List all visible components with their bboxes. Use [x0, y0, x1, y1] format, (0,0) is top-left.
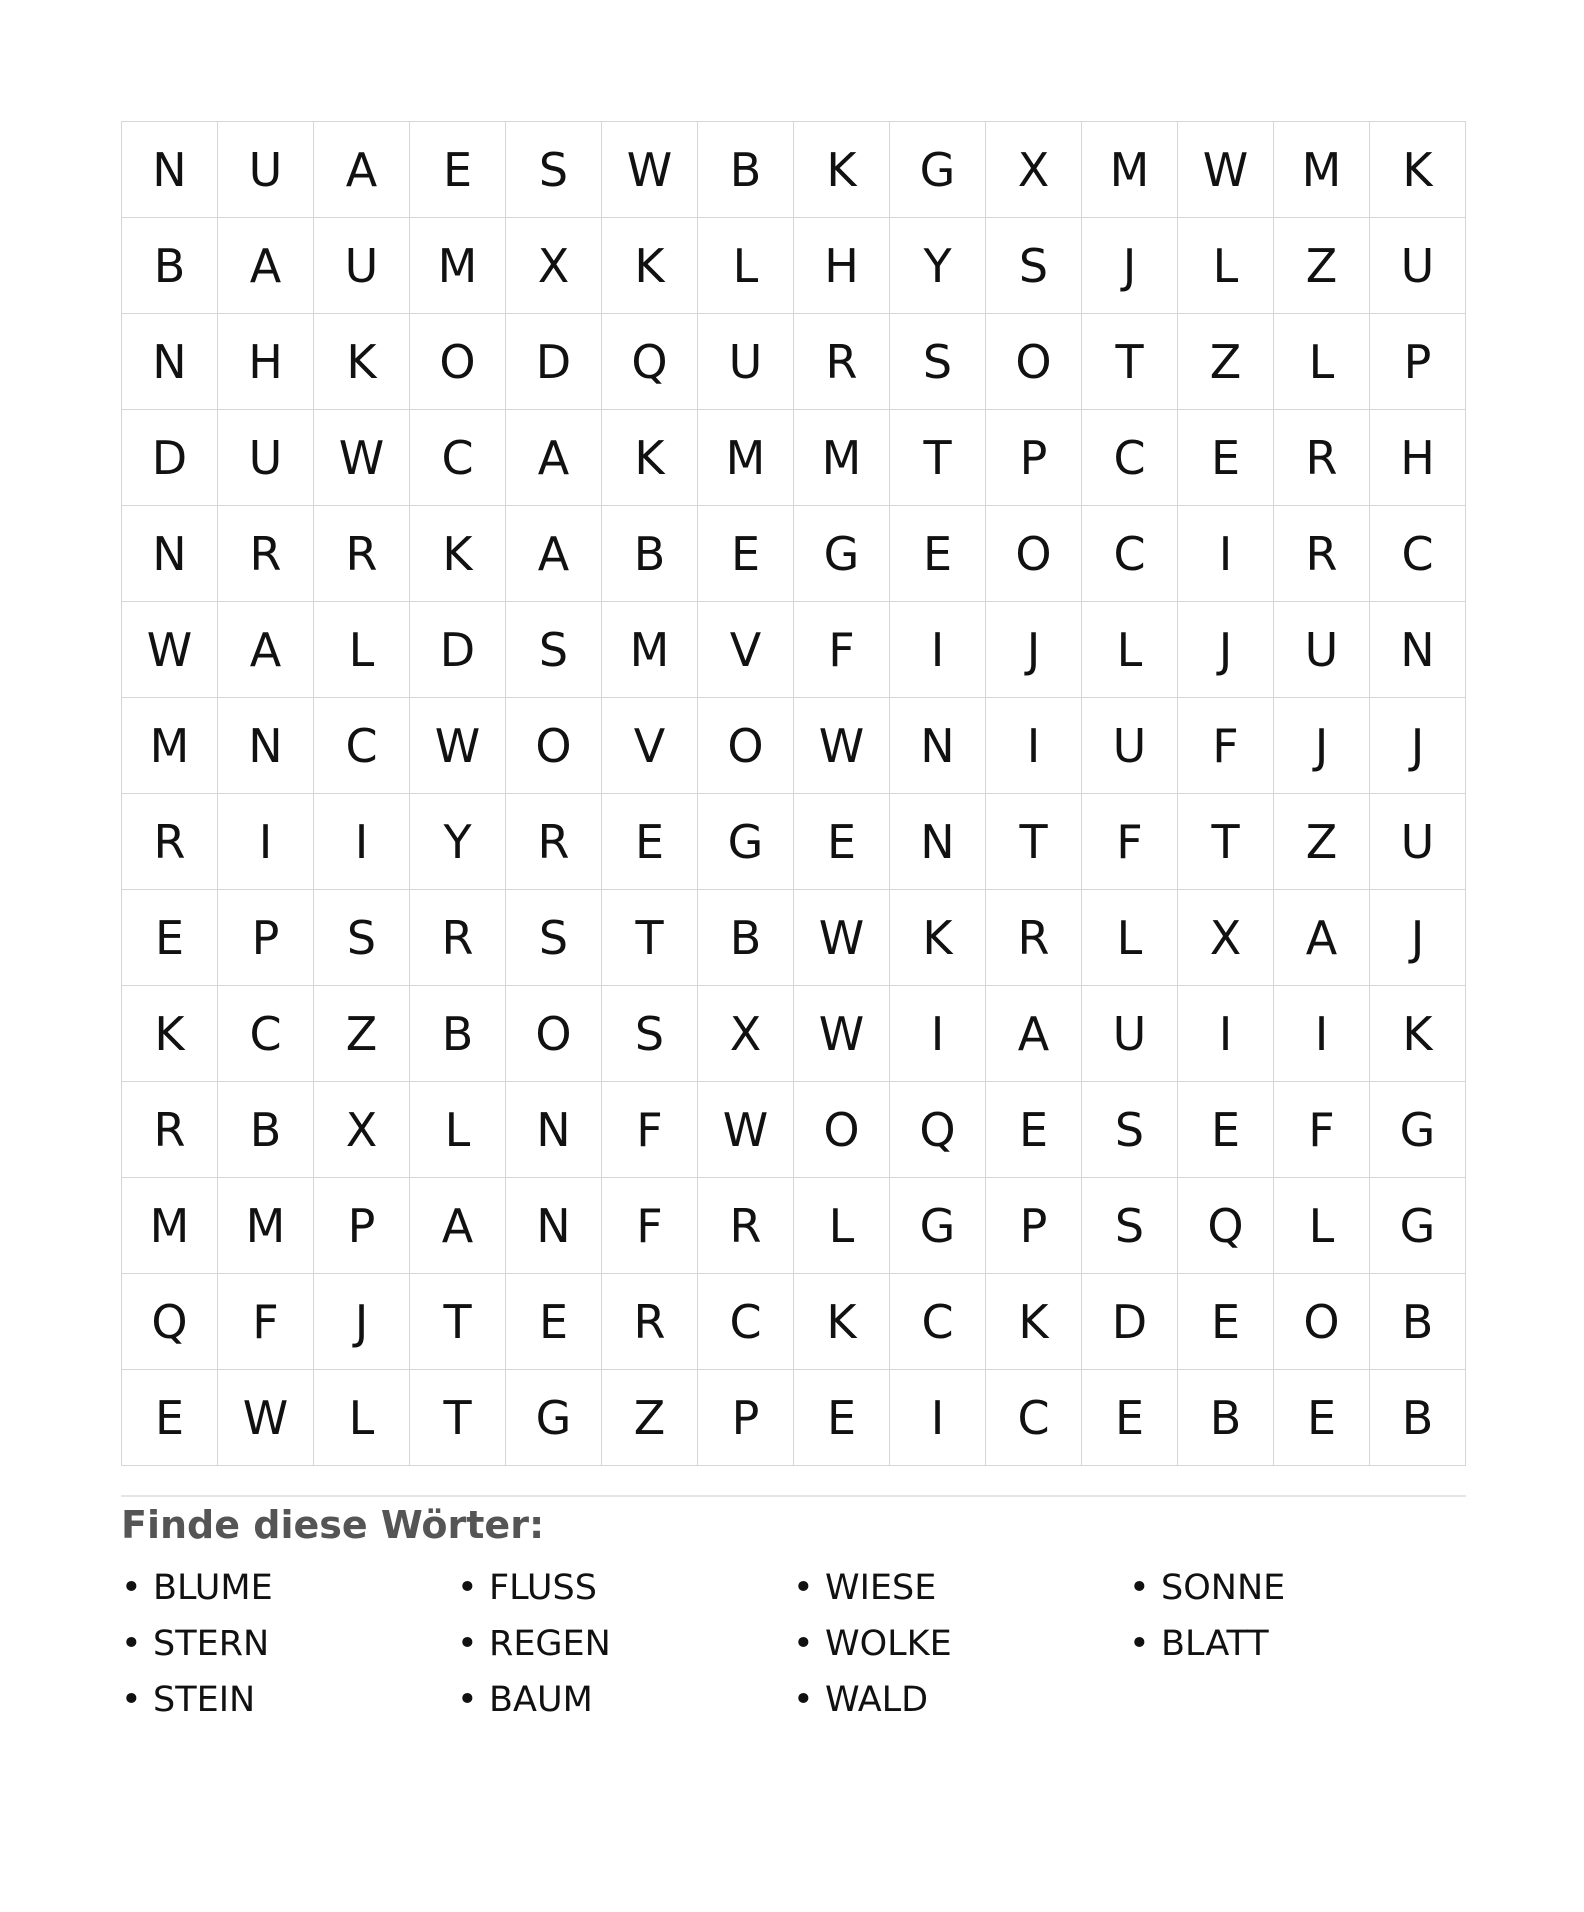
word-label: FLUSS	[489, 1568, 597, 1608]
grid-cell[interactable]: H	[1370, 410, 1466, 506]
grid-cell[interactable]: M	[1274, 122, 1370, 218]
grid-cell[interactable]: N	[890, 794, 986, 890]
divider	[121, 1495, 1466, 1497]
grid-cell[interactable]: A	[410, 1178, 506, 1274]
grid-cell[interactable]: G	[698, 794, 794, 890]
grid-cell[interactable]: U	[698, 314, 794, 410]
grid-cell[interactable]: P	[314, 1178, 410, 1274]
word-item	[793, 1560, 1129, 1616]
grid-cell[interactable]: V	[602, 698, 698, 794]
grid-cell[interactable]: R	[698, 1178, 794, 1274]
grid-cell[interactable]: F	[1082, 794, 1178, 890]
grid-cell[interactable]: F	[218, 1274, 314, 1370]
grid-cell[interactable]: W	[602, 122, 698, 218]
grid-cell[interactable]: I	[986, 698, 1082, 794]
grid-cell[interactable]: I	[218, 794, 314, 890]
grid-cell[interactable]: G	[890, 1178, 986, 1274]
grid-cell[interactable]: B	[122, 218, 218, 314]
grid-cell[interactable]: I	[314, 794, 410, 890]
grid-cell[interactable]: W	[794, 890, 890, 986]
grid-cell[interactable]: R	[218, 506, 314, 602]
grid-cell[interactable]: B	[1370, 1274, 1466, 1370]
grid-cell[interactable]: P	[698, 1370, 794, 1466]
grid-cell[interactable]: W	[314, 410, 410, 506]
grid-cell[interactable]: T	[602, 890, 698, 986]
grid-cell[interactable]: E	[410, 122, 506, 218]
grid-cell[interactable]: F	[1178, 698, 1274, 794]
grid-cell[interactable]: W	[1178, 122, 1274, 218]
grid-cell[interactable]: O	[986, 506, 1082, 602]
grid-cell[interactable]: P	[218, 890, 314, 986]
grid-cell[interactable]: O	[506, 698, 602, 794]
grid-cell[interactable]: L	[698, 218, 794, 314]
grid-cell[interactable]: W	[698, 1082, 794, 1178]
grid-cell[interactable]: K	[890, 890, 986, 986]
grid-cell[interactable]: B	[218, 1082, 314, 1178]
grid-cell[interactable]: L	[1082, 890, 1178, 986]
grid-cell[interactable]: M	[698, 410, 794, 506]
grid-cell[interactable]: K	[314, 314, 410, 410]
grid-cell[interactable]: J	[1178, 602, 1274, 698]
grid-cell[interactable]: N	[506, 1082, 602, 1178]
grid-cell[interactable]: E	[1274, 1370, 1370, 1466]
bullet-icon: •	[1129, 1624, 1150, 1664]
bullet-icon: •	[793, 1568, 814, 1608]
grid-cell[interactable]: I	[1274, 986, 1370, 1082]
grid-cell[interactable]: R	[122, 1082, 218, 1178]
grid-cell[interactable]: O	[794, 1082, 890, 1178]
bullet-icon: •	[457, 1680, 478, 1720]
grid-cell[interactable]: E	[698, 506, 794, 602]
word-item	[1129, 1616, 1465, 1672]
grid-cell[interactable]: W	[794, 986, 890, 1082]
bullet-icon: •	[457, 1624, 478, 1664]
grid-cell[interactable]: I	[1178, 986, 1274, 1082]
grid-cell[interactable]: A	[1274, 890, 1370, 986]
grid-cell[interactable]: J	[1370, 698, 1466, 794]
grid-cell[interactable]: A	[506, 410, 602, 506]
grid-cell[interactable]: N	[218, 698, 314, 794]
grid-cell[interactable]: N	[122, 314, 218, 410]
word-label: BLUME	[153, 1568, 273, 1608]
word-item	[793, 1616, 1129, 1672]
grid-cell[interactable]: R	[602, 1274, 698, 1370]
grid-cell[interactable]: F	[602, 1082, 698, 1178]
grid-cell[interactable]: F	[794, 602, 890, 698]
grid-cell[interactable]: Q	[602, 314, 698, 410]
grid-cell[interactable]: I	[890, 1370, 986, 1466]
grid-cell[interactable]: E	[1178, 410, 1274, 506]
grid-cell[interactable]: G	[1370, 1082, 1466, 1178]
grid-cell[interactable]: K	[1370, 122, 1466, 218]
grid-cell[interactable]: P	[986, 1178, 1082, 1274]
grid-cell[interactable]: I	[1178, 506, 1274, 602]
grid-cell[interactable]: S	[506, 602, 602, 698]
grid-cell[interactable]: C	[1082, 410, 1178, 506]
grid-cell[interactable]: W	[794, 698, 890, 794]
grid-cell[interactable]: U	[1082, 986, 1178, 1082]
grid-cell[interactable]: U	[1274, 602, 1370, 698]
grid-cell[interactable]: R	[1274, 410, 1370, 506]
grid-cell[interactable]: B	[410, 986, 506, 1082]
bullet-icon: •	[793, 1680, 814, 1720]
word-label: SONNE	[1161, 1568, 1286, 1608]
grid-cell[interactable]: K	[794, 1274, 890, 1370]
grid-cell[interactable]: Z	[1178, 314, 1274, 410]
word-label: WIESE	[825, 1568, 937, 1608]
grid-cell[interactable]: L	[410, 1082, 506, 1178]
word-item	[121, 1616, 457, 1672]
grid-cell[interactable]: A	[986, 986, 1082, 1082]
word-item	[121, 1560, 457, 1616]
grid-cell[interactable]: T	[1082, 314, 1178, 410]
grid-cell[interactable]: F	[1274, 1082, 1370, 1178]
word-list-heading: Finde diese Wörter:	[121, 1503, 545, 1547]
grid-cell[interactable]: E	[1178, 1274, 1274, 1370]
grid-cell[interactable]: R	[794, 314, 890, 410]
grid-cell[interactable]: S	[506, 890, 602, 986]
grid-cell[interactable]: M	[602, 602, 698, 698]
grid-cell[interactable]: C	[218, 986, 314, 1082]
grid-cell[interactable]: M	[218, 1178, 314, 1274]
grid-cell[interactable]: U	[218, 122, 314, 218]
grid-cell[interactable]: S	[1082, 1082, 1178, 1178]
grid-cell[interactable]: S	[890, 314, 986, 410]
letter-grid	[121, 121, 1466, 1466]
grid-cell[interactable]: S	[602, 986, 698, 1082]
grid-cell[interactable]: J	[1370, 890, 1466, 986]
grid-cell[interactable]: X	[698, 986, 794, 1082]
grid-cell[interactable]: R	[122, 794, 218, 890]
grid-cell[interactable]: B	[698, 890, 794, 986]
grid-cell[interactable]: N	[890, 698, 986, 794]
bullet-icon: •	[121, 1680, 142, 1720]
grid-cell[interactable]: M	[122, 698, 218, 794]
word-label: WALD	[825, 1680, 929, 1720]
grid-cell[interactable]: G	[1370, 1178, 1466, 1274]
grid-cell[interactable]: Y	[410, 794, 506, 890]
grid-cell[interactable]: W	[218, 1370, 314, 1466]
grid-cell[interactable]: U	[314, 218, 410, 314]
grid-cell[interactable]: Q	[890, 1082, 986, 1178]
grid-cell[interactable]: A	[506, 506, 602, 602]
grid-cell[interactable]: M	[122, 1178, 218, 1274]
word-label: BLATT	[1161, 1624, 1269, 1664]
grid-cell[interactable]: E	[122, 890, 218, 986]
grid-cell[interactable]: L	[794, 1178, 890, 1274]
grid-cell[interactable]: T	[410, 1370, 506, 1466]
grid-cell[interactable]: K	[794, 122, 890, 218]
grid-cell[interactable]: C	[410, 410, 506, 506]
grid-cell[interactable]: L	[314, 1370, 410, 1466]
grid-cell[interactable]: P	[1370, 314, 1466, 410]
grid-cell[interactable]: A	[314, 122, 410, 218]
word-item	[457, 1560, 793, 1616]
grid-cell[interactable]: U	[1082, 698, 1178, 794]
grid-cell[interactable]: O	[1274, 1274, 1370, 1370]
grid-cell[interactable]: T	[1178, 794, 1274, 890]
grid-cell[interactable]: U	[218, 410, 314, 506]
grid-cell[interactable]: R	[506, 794, 602, 890]
grid-cell[interactable]: Q	[1178, 1178, 1274, 1274]
grid-cell[interactable]: K	[602, 410, 698, 506]
grid-cell[interactable]: D	[1082, 1274, 1178, 1370]
grid-cell[interactable]: Z	[1274, 218, 1370, 314]
grid-cell[interactable]: M	[794, 410, 890, 506]
grid-cell[interactable]: H	[794, 218, 890, 314]
grid-cell[interactable]: C	[698, 1274, 794, 1370]
grid-cell[interactable]: R	[1274, 506, 1370, 602]
grid-cell[interactable]: Q	[122, 1274, 218, 1370]
bullet-icon: •	[121, 1624, 142, 1664]
grid-cell[interactable]: X	[986, 122, 1082, 218]
grid-cell[interactable]: I	[890, 602, 986, 698]
grid-cell[interactable]: A	[218, 602, 314, 698]
grid-cell[interactable]: V	[698, 602, 794, 698]
grid-cell[interactable]: C	[1082, 506, 1178, 602]
grid-cell[interactable]: J	[986, 602, 1082, 698]
grid-cell[interactable]: N	[122, 506, 218, 602]
bullet-icon: •	[1129, 1568, 1150, 1608]
bullet-icon: •	[457, 1568, 478, 1608]
grid-cell[interactable]: X	[506, 218, 602, 314]
grid-cell[interactable]: C	[890, 1274, 986, 1370]
word-item	[457, 1672, 793, 1728]
grid-cell[interactable]: S	[314, 890, 410, 986]
grid-cell[interactable]: C	[314, 698, 410, 794]
grid-cell[interactable]: Z	[602, 1370, 698, 1466]
grid-cell[interactable]: E	[122, 1370, 218, 1466]
grid-cell[interactable]: L	[1178, 218, 1274, 314]
grid-cell[interactable]: U	[1370, 794, 1466, 890]
grid-cell[interactable]: T	[986, 794, 1082, 890]
grid-cell[interactable]: D	[506, 314, 602, 410]
grid-cell[interactable]: F	[602, 1178, 698, 1274]
grid-cell[interactable]: E	[986, 1082, 1082, 1178]
word-label: STEIN	[153, 1680, 256, 1720]
grid-cell[interactable]: O	[410, 314, 506, 410]
grid-cell[interactable]: B	[1178, 1370, 1274, 1466]
grid-cell[interactable]: Y	[890, 218, 986, 314]
grid-cell[interactable]: K	[122, 986, 218, 1082]
grid-cell[interactable]: K	[602, 218, 698, 314]
word-item	[1129, 1560, 1465, 1616]
grid-cell[interactable]: R	[986, 890, 1082, 986]
grid-cell[interactable]: E	[1178, 1082, 1274, 1178]
grid-cell[interactable]: C	[1370, 506, 1466, 602]
grid-cell[interactable]: N	[1370, 602, 1466, 698]
word-item	[121, 1672, 457, 1728]
grid-cell[interactable]: N	[506, 1178, 602, 1274]
grid-cell[interactable]: B	[1370, 1370, 1466, 1466]
grid-cell[interactable]: J	[1274, 698, 1370, 794]
grid-cell[interactable]: K	[1370, 986, 1466, 1082]
bullet-icon: •	[793, 1624, 814, 1664]
grid-cell[interactable]: E	[890, 506, 986, 602]
grid-cell[interactable]: L	[314, 602, 410, 698]
grid-cell[interactable]: R	[410, 890, 506, 986]
grid-cell[interactable]: T	[890, 410, 986, 506]
grid-cell[interactable]: U	[1370, 218, 1466, 314]
grid-cell[interactable]: P	[986, 410, 1082, 506]
grid-cell[interactable]: O	[986, 314, 1082, 410]
grid-cell[interactable]: L	[1082, 602, 1178, 698]
word-label: STERN	[153, 1624, 270, 1664]
grid-cell[interactable]: D	[410, 602, 506, 698]
grid-cell[interactable]: K	[410, 506, 506, 602]
grid-cell[interactable]: M	[1082, 122, 1178, 218]
grid-cell[interactable]: A	[218, 218, 314, 314]
grid-cell[interactable]: J	[314, 1274, 410, 1370]
word-item	[793, 1672, 1129, 1728]
grid-cell[interactable]: R	[314, 506, 410, 602]
grid-cell[interactable]: W	[410, 698, 506, 794]
grid-cell[interactable]: G	[506, 1370, 602, 1466]
word-label: REGEN	[489, 1624, 611, 1664]
grid-cell[interactable]: O	[506, 986, 602, 1082]
bullet-icon: •	[121, 1568, 142, 1608]
grid-cell[interactable]: W	[122, 602, 218, 698]
word-label: WOLKE	[825, 1624, 952, 1664]
grid-cell[interactable]: B	[698, 122, 794, 218]
word-item	[457, 1616, 793, 1672]
grid-cell[interactable]: G	[794, 506, 890, 602]
grid-cell[interactable]: Z	[314, 986, 410, 1082]
grid-cell[interactable]: O	[698, 698, 794, 794]
grid-cell[interactable]: L	[1274, 314, 1370, 410]
grid-cell[interactable]: K	[986, 1274, 1082, 1370]
grid-cell[interactable]: N	[122, 122, 218, 218]
grid-cell[interactable]: J	[1082, 218, 1178, 314]
grid-cell[interactable]: X	[314, 1082, 410, 1178]
grid-cell[interactable]: B	[602, 506, 698, 602]
grid-cell[interactable]: E	[794, 1370, 890, 1466]
grid-cell[interactable]: G	[890, 122, 986, 218]
word-label: BAUM	[489, 1680, 593, 1720]
grid-cell[interactable]: X	[1178, 890, 1274, 986]
grid-cell[interactable]: Z	[1274, 794, 1370, 890]
grid-cell[interactable]: S	[1082, 1178, 1178, 1274]
grid-cell[interactable]: T	[410, 1274, 506, 1370]
grid-cell[interactable]: E	[602, 794, 698, 890]
grid-cell[interactable]: H	[218, 314, 314, 410]
grid-cell[interactable]: C	[986, 1370, 1082, 1466]
grid-cell[interactable]: S	[986, 218, 1082, 314]
grid-cell[interactable]: D	[122, 410, 218, 506]
word-list	[121, 1560, 1465, 1728]
grid-cell[interactable]: L	[1274, 1178, 1370, 1274]
grid-cell[interactable]: I	[890, 986, 986, 1082]
grid-cell[interactable]: E	[1082, 1370, 1178, 1466]
grid-cell[interactable]: E	[794, 794, 890, 890]
grid-cell[interactable]: E	[506, 1274, 602, 1370]
grid-cell[interactable]: S	[506, 122, 602, 218]
grid-cell[interactable]: M	[410, 218, 506, 314]
